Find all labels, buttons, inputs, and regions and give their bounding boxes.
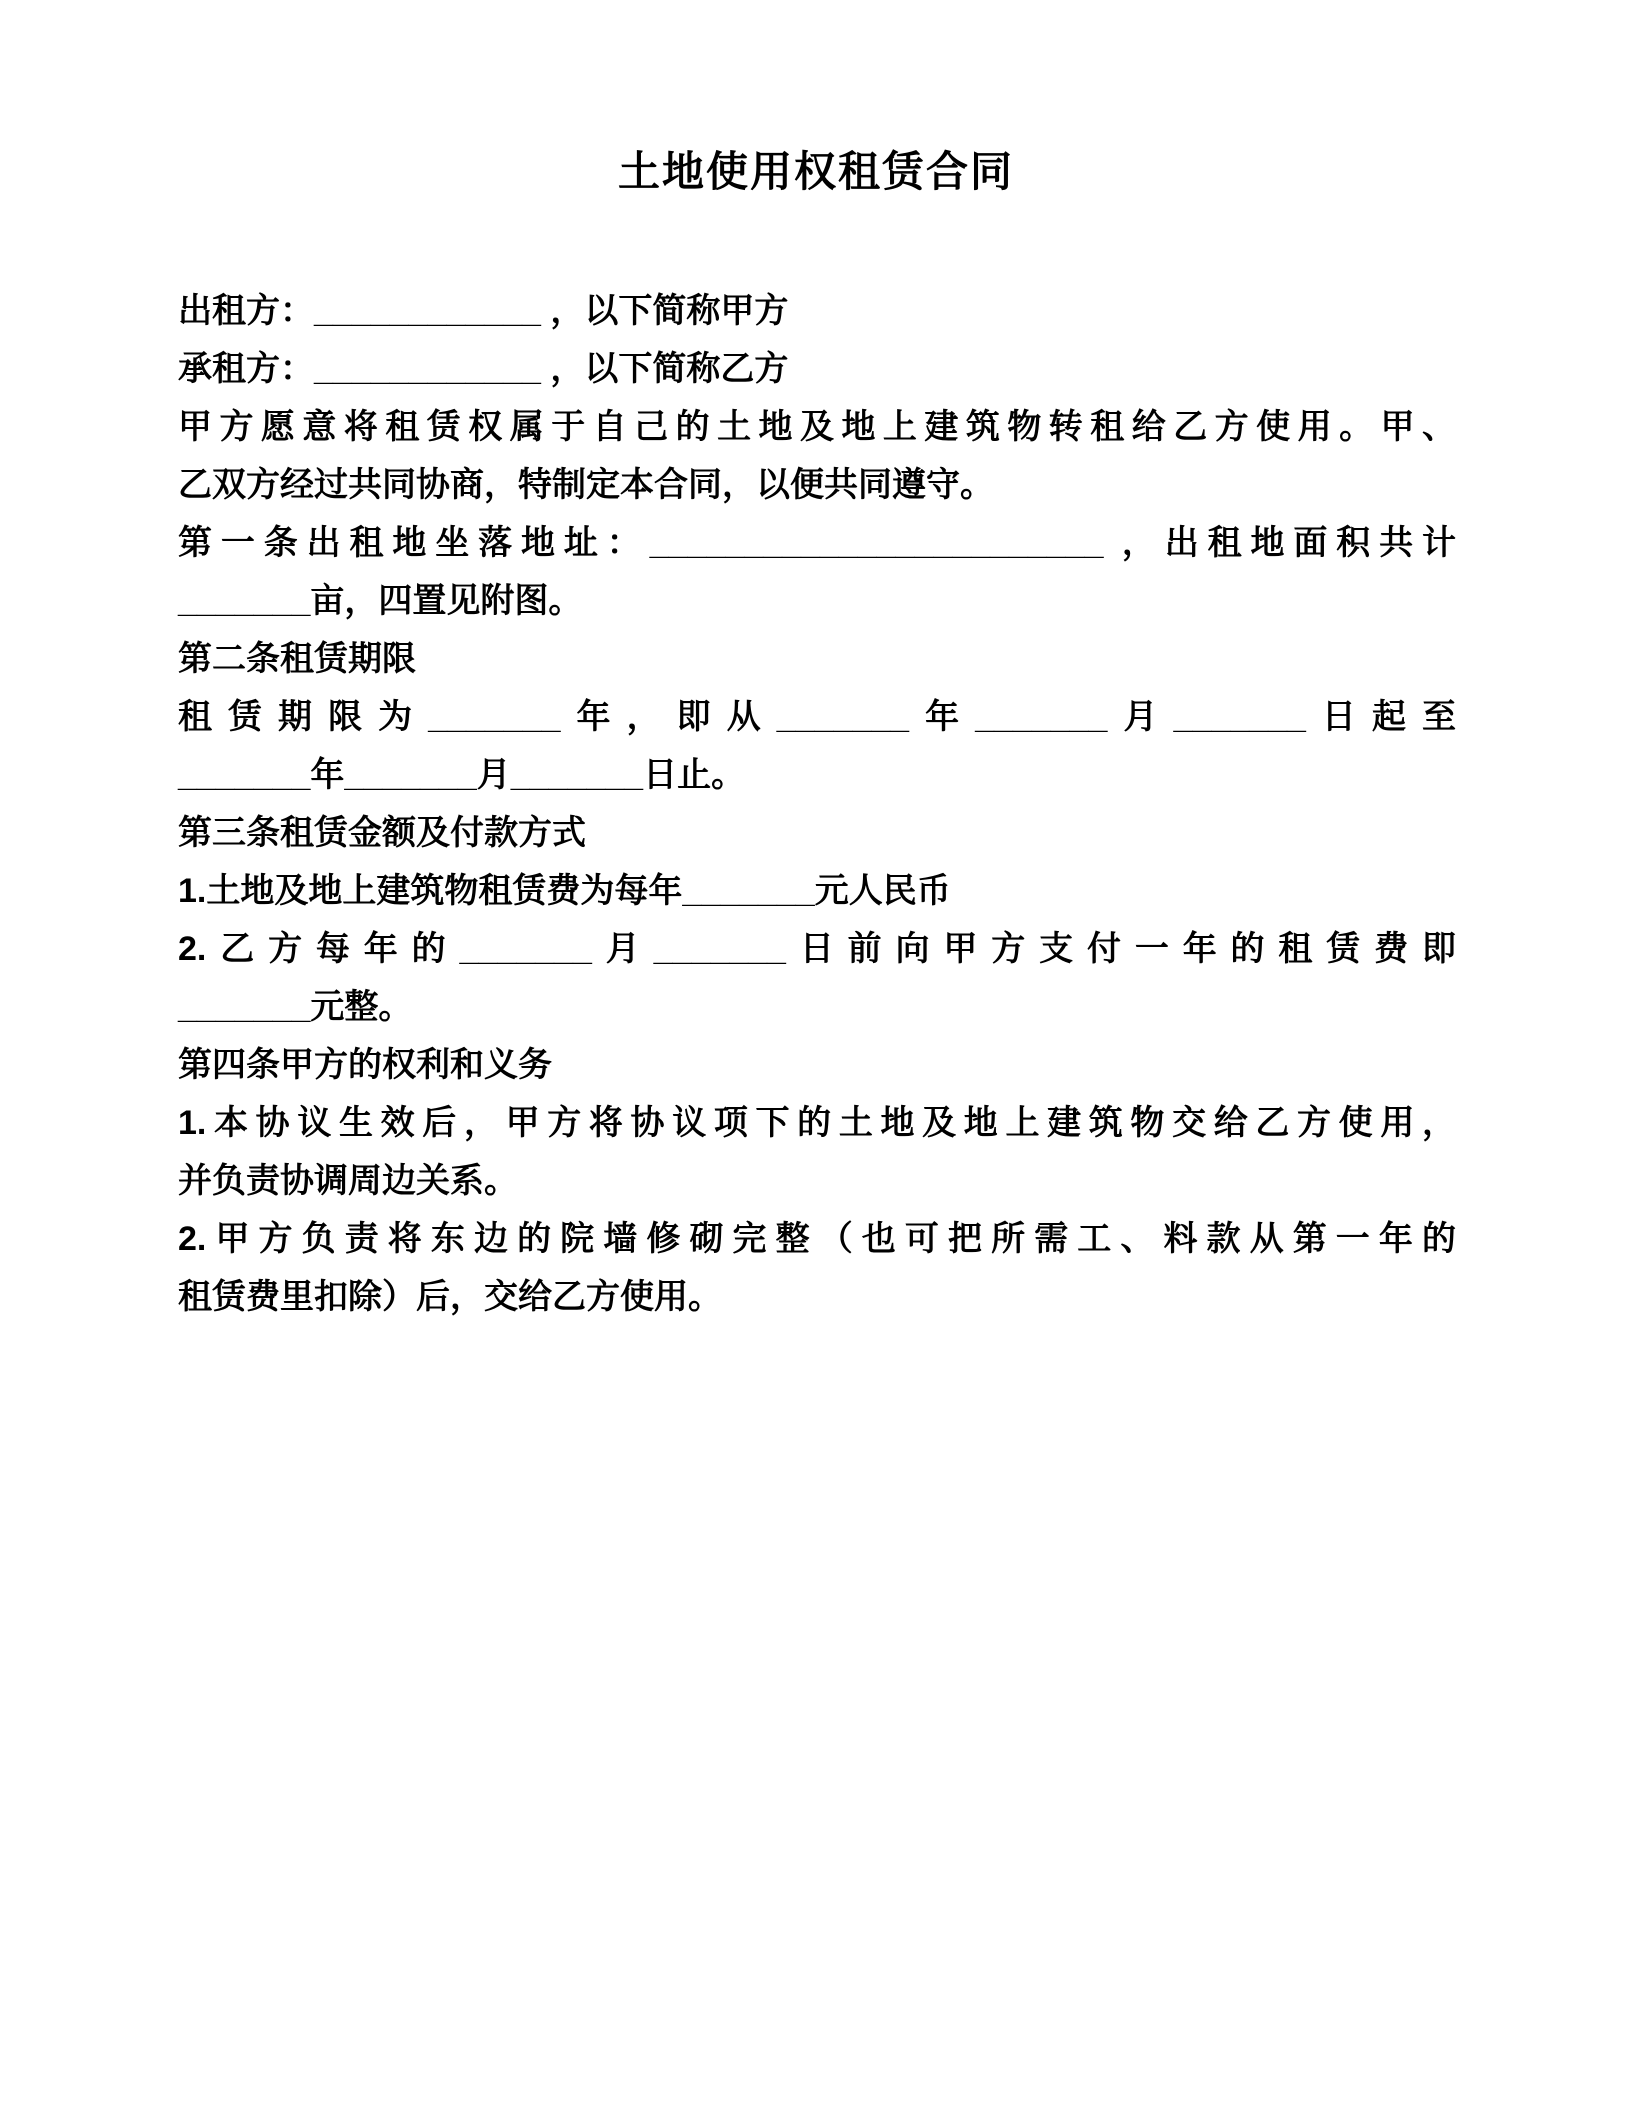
- contract-line-article1-1: 第一条出租地坐落地址：________________________ ，出租地面积共计: [178, 524, 1456, 562]
- contract-line-article4-item2-2: 租赁费里扣除）后，交给乙方使用。: [178, 1278, 722, 1316]
- contract-line-article3-item2-2: _______元整。: [178, 988, 413, 1026]
- contract-line-preamble-2: 乙双方经过共同协商，特制定本合同，以便共同遵守。: [178, 466, 994, 504]
- contract-line-article3-item1: 1.土地及地上建筑物租赁费为每年_______元人民币: [178, 872, 951, 910]
- contract-line-article3-item2-1: 2.乙方每年的_______月_______日前向甲方支付一年的租赁费即: [178, 930, 1456, 968]
- contract-line-article4-item1-2: 并负责协调周边关系。: [178, 1162, 518, 1200]
- contract-line-article4-heading: 第四条甲方的权利和义务: [178, 1046, 552, 1084]
- contract-line-article2-heading: 第二条租赁期限: [178, 640, 416, 678]
- contract-line-article1-2: _______亩，四置见附图。: [178, 582, 583, 620]
- document-body: [178, 282, 1456, 1326]
- contract-line-lessee: 承租方：____________ ，以下简称乙方: [178, 350, 789, 388]
- contract-line-preamble-1: 甲方愿意将租赁权属于自己的土地及地上建筑物转租给乙方使用。甲、: [178, 408, 1456, 446]
- contract-line-article2-term-2: _______年_______月_______日止。: [178, 756, 746, 794]
- contract-line-article2-term-1: 租赁期限为_______年，即从_______年_______月_______日起至: [178, 698, 1456, 736]
- contract-line-article4-item2-1: 2.甲方负责将东边的院墙修砌完整（也可把所需工、料款从第一年的: [178, 1220, 1456, 1258]
- contract-line-lessor: 出租方：____________ ，以下简称甲方: [178, 292, 789, 330]
- contract-line-article3-heading: 第三条租赁金额及付款方式: [178, 814, 586, 852]
- contract-line-article4-item1-1: 1.本协议生效后，甲方将协议项下的土地及地上建筑物交给乙方使用，: [178, 1104, 1456, 1142]
- document-title: 土地使用权租赁合同: [617, 148, 1014, 195]
